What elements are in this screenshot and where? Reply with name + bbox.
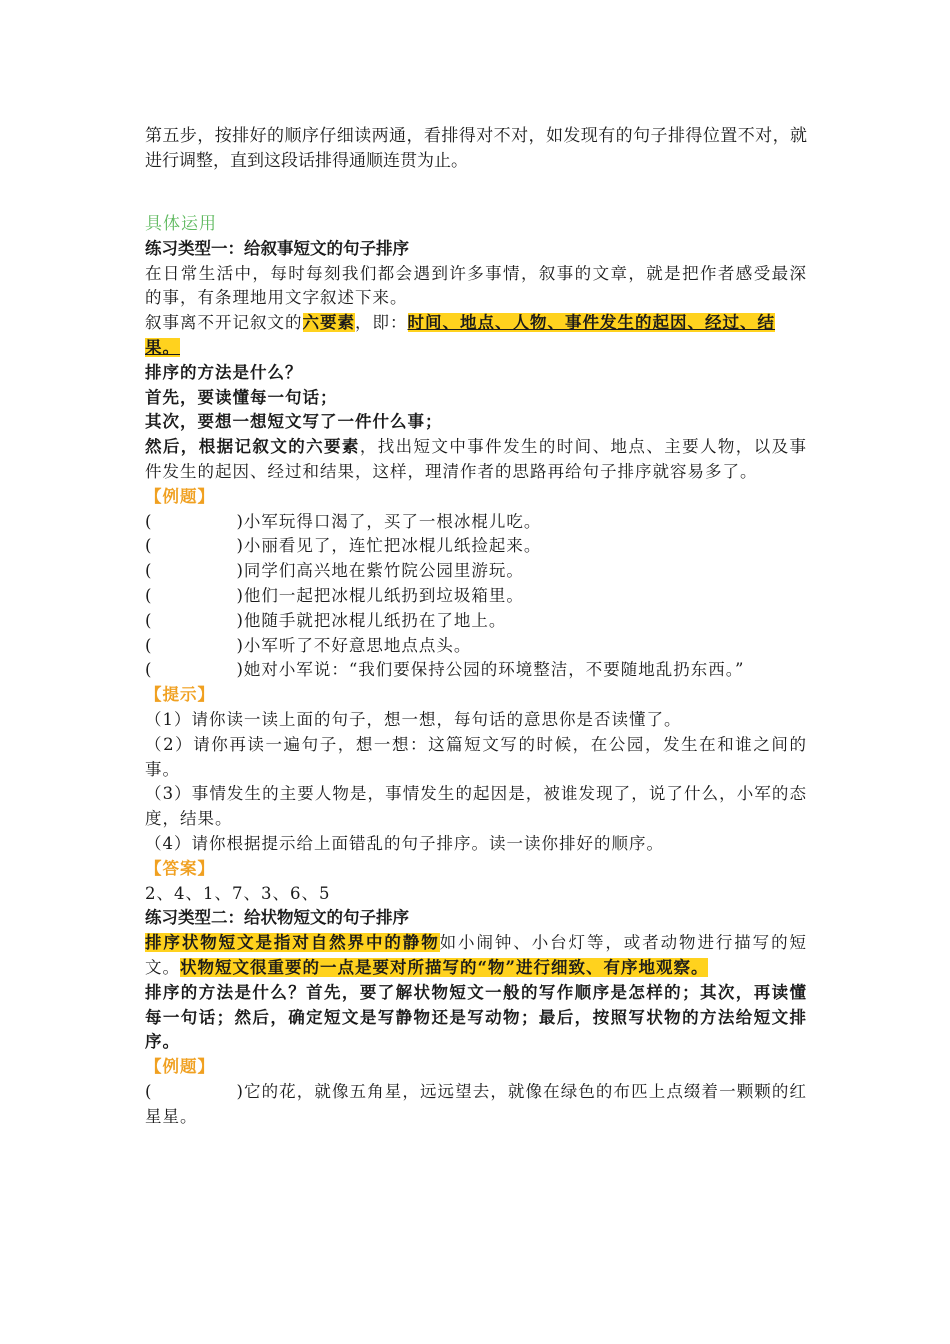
method-second: 其次，要想一想短文写了一件什么事； [145, 412, 443, 432]
hint-item: （2）请你再读一遍句子，想一想：这篇短文写的时候，在公园，发生在和谁之间的事。 [145, 734, 807, 779]
list-item [145, 510, 807, 535]
answer-text: 2、4、1、7、3、6、5 [145, 883, 331, 903]
type2-highlight-1: 排序状物短文是指对自然界中的静物 [145, 933, 440, 953]
type2-method: 排序的方法是什么？首先，要了解状物短文一般的写作顺序是怎样的；其次，再读懂每一句话；然后，确定短文是写静物还是写动物；最后，按照写状物的方法给短文排序。 [145, 982, 807, 1052]
example-tag: 【例题】 [145, 486, 215, 506]
sentence-text: )他们一起把冰棍儿纸扔到垃圾箱里。 [236, 585, 524, 605]
list-item [145, 559, 807, 584]
example-sentence-list [145, 510, 807, 684]
six-elements-highlight: 六要素 [302, 313, 355, 333]
sentence-text: )她对小军说：“我们要保持公园的环境整洁，不要随地乱扔东西。” [236, 660, 745, 680]
open-paren: ( [145, 511, 153, 531]
sentence-text: )小丽看见了，连忙把冰棍儿纸捡起来。 [236, 536, 542, 556]
method-then [145, 435, 807, 485]
six-prefix: 叙事离不开记叙文的 [145, 313, 303, 333]
type2-mid: 如小闹钟、小台灯等，或者动物进行描写的短文。 [145, 933, 808, 977]
open-paren: ( [145, 660, 153, 680]
list-item [145, 584, 807, 609]
method-then-rest: ，找出短文中事件发生的时间、地点、主要人物，以及事件发生的起因、经过和结果，这样，理清作者的思路再给句子排序就容易多了。 [145, 437, 808, 481]
list-item [145, 634, 807, 659]
type1-description: 在日常生活中，每时每刻我们都会遇到许多事情，叙事的文章，就是把作者感受最深的事，有条理地用文字叙述下来。 [145, 263, 807, 308]
example-tag: 【例题】 [145, 1057, 215, 1077]
sentence-text: )它的花，就像五角星，远远望去，就像在绿色的布匹上点缀着一颗颗的红星星。 [145, 1081, 807, 1126]
spacer [145, 174, 807, 212]
open-paren: ( [145, 1081, 153, 1101]
method-first: 首先，要读懂每一句话； [145, 387, 338, 407]
sentence-text: )小军听了不好意思地点点头。 [236, 635, 472, 655]
list-item [145, 658, 807, 683]
type2-title: 练习类型二：给状物短文的句子排序 [145, 908, 409, 928]
open-paren: ( [145, 536, 153, 556]
hint-tag: 【提示】 [145, 685, 215, 705]
type2-description [145, 931, 807, 981]
six-mid: ，即： [355, 313, 408, 333]
open-paren: ( [145, 585, 153, 605]
sentence-text: )他随手就把冰棍儿纸扔在了地上。 [236, 610, 507, 630]
six-elements-line [145, 311, 807, 361]
hint-item: （3）事情发生的主要人物是，事情发生的起因是，被谁发现了，说了什么，小军的态度，结果。 [145, 784, 807, 829]
six-elements-list: 时间、地点、人物、事件发生的起因、经过、结果。 [145, 313, 775, 357]
step-five-paragraph: 第五步，按排好的顺序仔细读两通，看排得对不对，如发现有的句子排得位置不对，就进行调整，直到这段话排得通顺连贯为止。 [145, 126, 807, 171]
type1-title: 练习类型一：给叙事短文的句子排序 [145, 238, 409, 258]
sentence-text: )同学们高兴地在紫竹院公园里游玩。 [236, 561, 524, 581]
open-paren: ( [145, 635, 153, 655]
list-item [145, 534, 807, 559]
method-then-bold: 然后，根据记叙文的六要素 [145, 437, 360, 457]
open-paren: ( [145, 610, 153, 630]
document-body [145, 124, 807, 1129]
method-question: 排序的方法是什么？ [145, 362, 303, 382]
open-paren: ( [145, 561, 153, 581]
hint-item: （1）请你读一读上面的句子，想一想，每句话的意思你是否读懂了。 [145, 709, 682, 729]
sentence-text: )小军玩得口渴了，买了一根冰棍儿吃。 [236, 511, 542, 531]
list-item [145, 609, 807, 634]
section-title: 具体运用 [145, 214, 217, 234]
list-item [145, 1080, 807, 1130]
type2-highlight-2: 状物短文很重要的一点是要对所描写的“物”进行细致、有序地观察。 [180, 957, 709, 977]
answer-tag: 【答案】 [145, 858, 215, 878]
hint-item: （4）请你根据提示给上面错乱的句子排序。读一读你排好的顺序。 [145, 833, 664, 853]
